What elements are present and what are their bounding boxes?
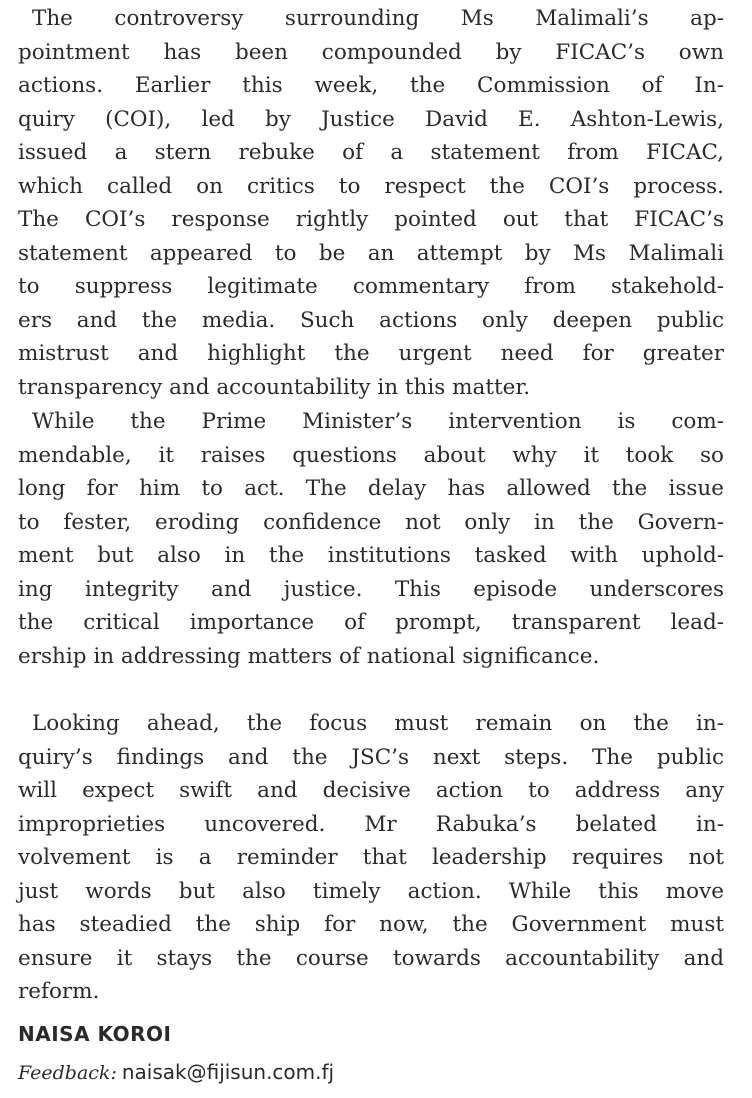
paragraph-2 — [18, 405, 724, 673]
text-line: transparency and accountability in this matter. — [18, 374, 531, 400]
text-line: has steadied the ship for now, the Government must — [18, 912, 724, 937]
text-line: The COI’s response rightly pointed out that FICAC’s — [18, 207, 724, 232]
text-line: The controversy surrounding Ms Malimali’s ap- — [32, 6, 724, 31]
text-line: issued a stern rebuke of a statement from FICAC, — [18, 140, 724, 165]
feedback-email-link[interactable]: naisak@fijisun.com.fj — [121, 1060, 335, 1084]
text-line: to suppress legitimate commentary from stakehold- — [18, 274, 724, 299]
text-line: to fester, eroding confidence not only in the Govern- — [18, 509, 724, 535]
text-line: ment but also in the institutions tasked with uphold- — [18, 543, 724, 568]
text-line: mendable, it raises questions about why it took so — [18, 442, 724, 468]
text-line: quiry’s findings and the JSC’s next steps. The public — [18, 744, 724, 770]
text-line: improprieties uncovered. Mr Rabuka’s belated in- — [18, 811, 724, 837]
text-line: actions. Earlier this week, the Commission of In- — [18, 73, 724, 98]
feedback-line — [18, 1060, 334, 1085]
author-byline: NAISA KOROI — [18, 1022, 172, 1046]
paragraph-3 — [18, 707, 724, 1009]
text-line: volvement is a reminder that leadership requires not — [18, 845, 724, 870]
text-line: mistrust and highlight the urgent need for greater — [18, 341, 724, 366]
text-line: ers and the media. Such actions only deepen public — [18, 307, 724, 333]
text-line: which called on critics to respect the COI’s process. — [18, 173, 724, 199]
text-line: pointment has been compounded by FICAC’s own — [18, 39, 724, 65]
feedback-label: Feedback: — [18, 1062, 117, 1084]
text-line: While the Prime Minister’s intervention is com- — [32, 409, 724, 434]
text-line: the critical importance of prompt, transparent lead- — [18, 610, 724, 635]
text-line: just words but also timely action. While this move — [18, 878, 724, 904]
text-line: Looking ahead, the focus must remain on the in- — [32, 711, 724, 736]
text-line: statement appeared to be an attempt by Ms Malimali — [18, 240, 724, 266]
text-line: reform. — [18, 979, 100, 1004]
text-line: long for him to act. The delay has allowed the issue — [18, 476, 724, 501]
text-line: ensure it stays the course towards accountability and — [18, 945, 724, 971]
text-line: ership in addressing matters of national significance. — [18, 643, 600, 669]
paragraph-1 — [18, 2, 724, 404]
text-line: ing integrity and justice. This episode underscores — [18, 576, 724, 602]
text-line: quiry (COI), led by Justice David E. Ashton-Lewis, — [18, 106, 724, 132]
text-line: will expect swift and decisive action to address any — [18, 778, 724, 803]
